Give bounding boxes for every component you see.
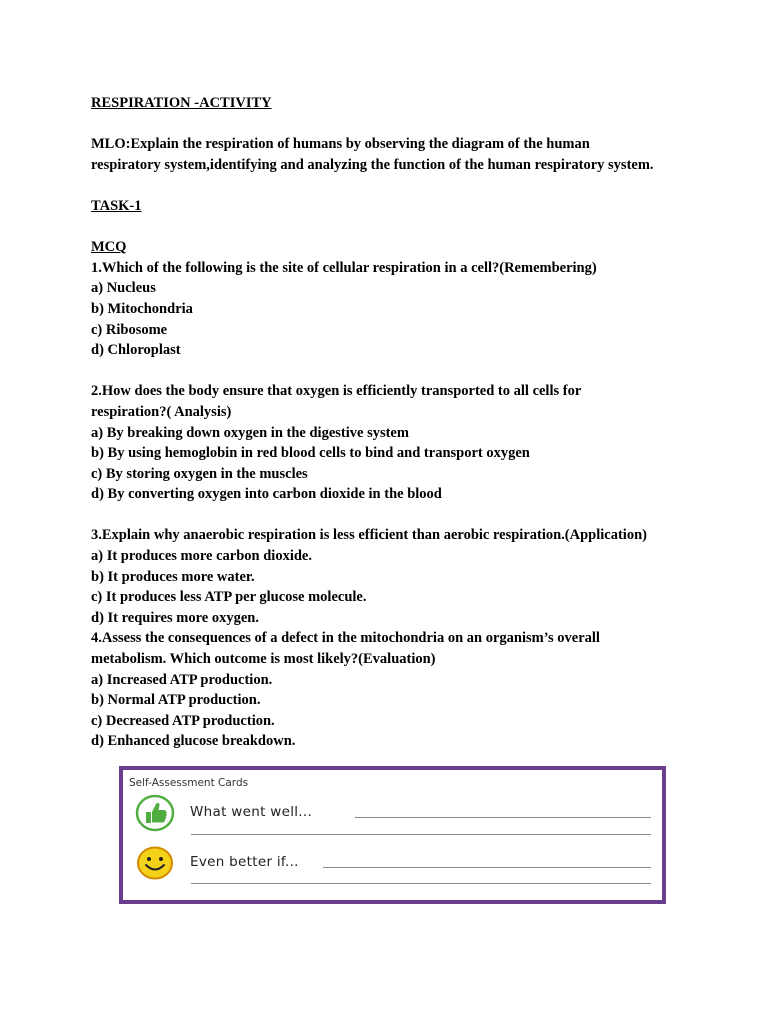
question-2-option-a: a) By breaking down oxygen in the digestive system (91, 424, 409, 441)
answer-line (355, 817, 651, 818)
question-4-option-d: d) Enhanced glucose breakdown. (91, 733, 296, 750)
what-went-well-label: What went well... (190, 804, 313, 820)
answer-line (191, 883, 651, 884)
question-4-option-c: c) Decreased ATP production. (91, 712, 275, 729)
question-2-option-d: d) By converting oxygen into carbon dioxide in the blood (91, 486, 442, 503)
question-4-text: 4.Assess the consequences of a defect in the mitochondria on an organism’s overall (91, 630, 600, 647)
question-1-option-a: a) Nucleus (91, 280, 156, 297)
task-heading: TASK-1 (91, 197, 142, 214)
self-assessment-card (119, 766, 666, 904)
document-title: RESPIRATION -ACTIVITY (91, 95, 272, 111)
question-3-option-b: b) It produces more water. (91, 568, 255, 585)
question-4-text-cont: metabolism. Which outcome is most likely?(Evaluation) (91, 651, 436, 668)
even-better-if-label: Even better if... (190, 854, 299, 870)
question-3-option-a: a) It produces more carbon dioxide. (91, 548, 312, 565)
question-4-option-b: b) Normal ATP production. (91, 692, 261, 709)
section-heading: MCQ (91, 239, 127, 256)
question-2-option-b: b) By using hemoglobin in red blood cells to bind and transport oxygen (91, 445, 530, 462)
answer-line (323, 867, 651, 868)
question-1-option-c: c) Ribosome (91, 321, 168, 338)
mlo-line-1: MLO:Explain the respiration of humans by observing the diagram of the human (91, 136, 590, 153)
question-1-option-b: b) Mitochondria (91, 300, 193, 317)
question-3-option-d: d) It requires more oxygen. (91, 609, 259, 626)
question-2-text-cont: respiration?( Analysis) (91, 403, 232, 420)
question-2-option-c: c) By storing oxygen in the muscles (91, 465, 308, 482)
question-1-text: 1.Which of the following is the site of cellular respiration in a cell?(Remembering) (91, 259, 597, 276)
question-4-option-a: a) Increased ATP production. (91, 671, 273, 688)
thumbs-up-icon (135, 794, 175, 837)
question-2-text: 2.How does the body ensure that oxygen is efficiently transported to all cells for (91, 383, 582, 400)
document-body (91, 93, 731, 752)
question-1-option-d: d) Chloroplast (91, 342, 181, 359)
mlo-line-2: respiratory system,identifying and analyzing the function of the human respiratory system. (91, 156, 654, 173)
question-3-option-c: c) It produces less ATP per glucose molecule. (91, 589, 367, 606)
answer-line (191, 834, 651, 835)
smiley-face-icon (136, 846, 174, 885)
question-3-text: 3.Explain why anaerobic respiration is less efficient than aerobic respiration.(Application) (91, 527, 647, 544)
self-assessment-title: Self-Assessment Cards (129, 777, 249, 789)
